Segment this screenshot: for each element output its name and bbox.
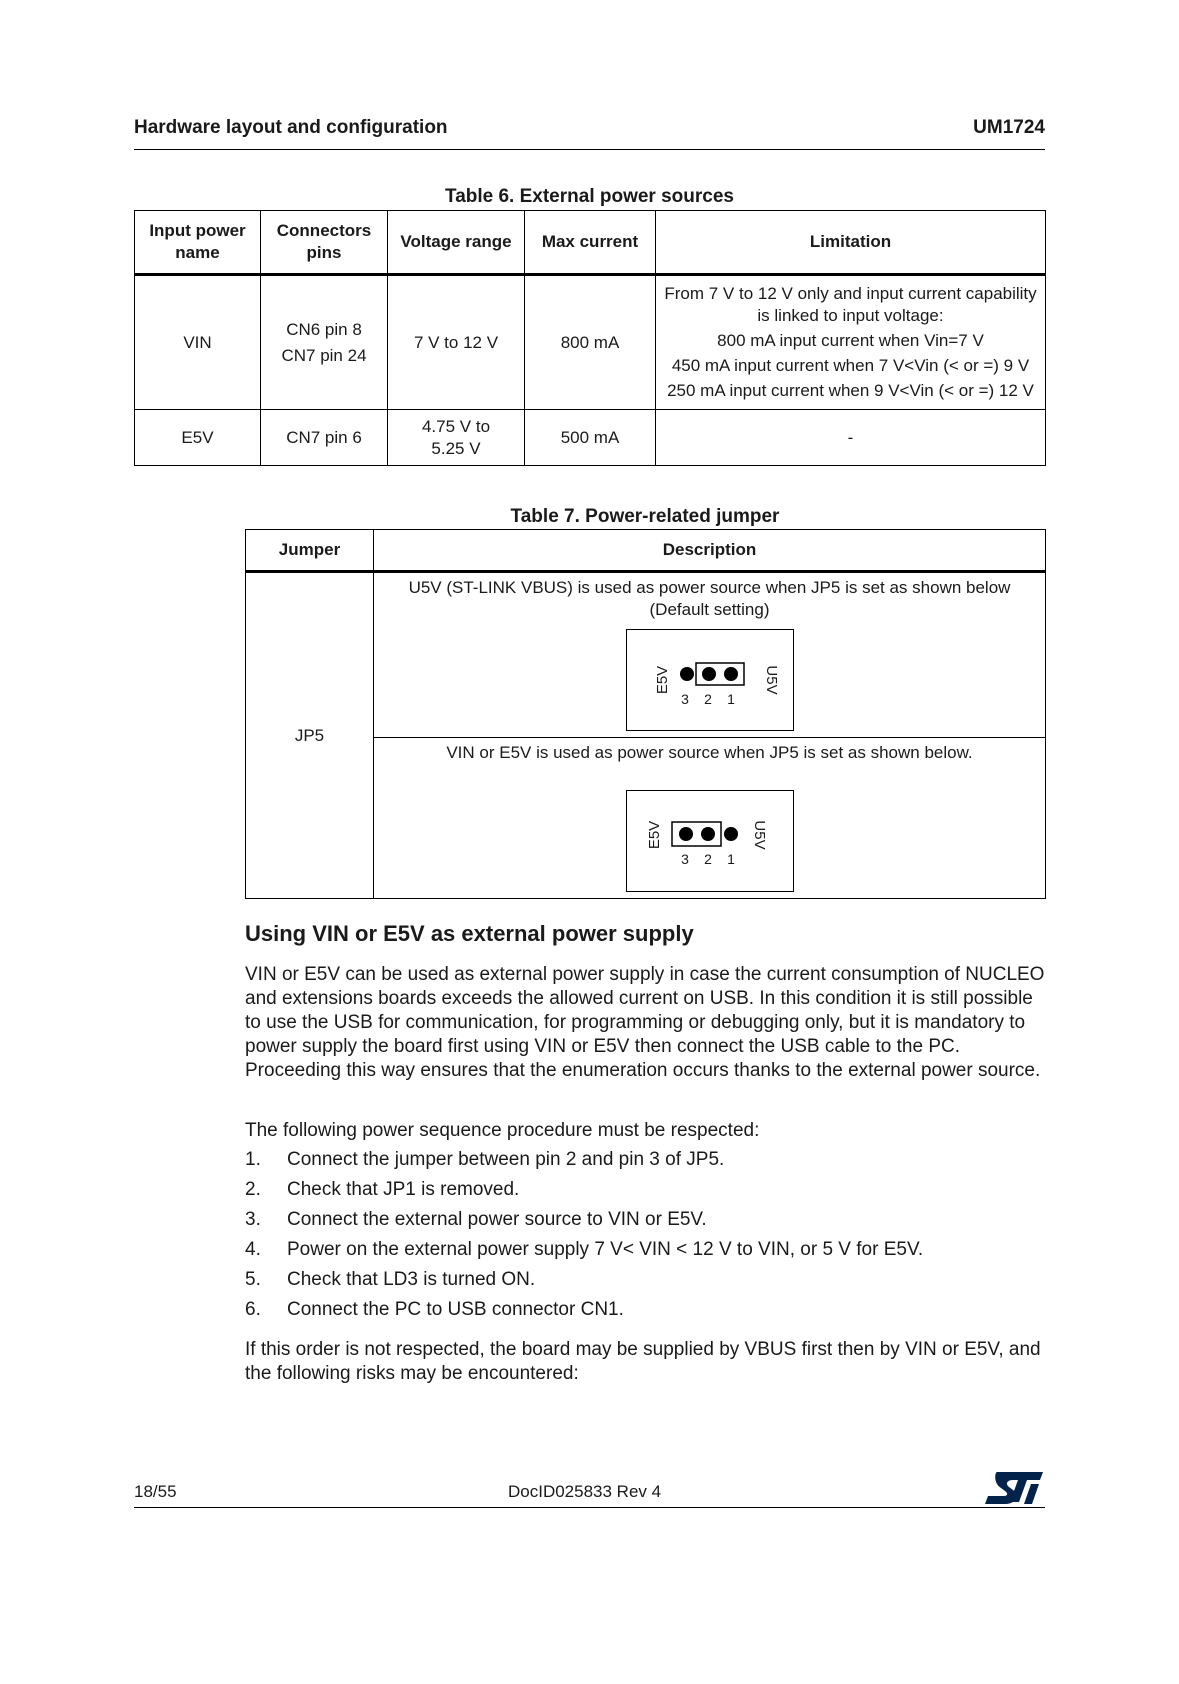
header-rule [134, 149, 1045, 150]
list-item [245, 1208, 1045, 1238]
intro-paragraph: VIN or E5V can be used as external power supply in case the current consumption of NUCLEO and extensions boards exceeds the allowed current on USB. In this condition it is still possible to use the USB for communication, for programming or debugging only, but it is mandatory to power supply the board first using VIN or E5V then connect the USB cable to the PC. Proceeding this way ensures that the enumeration occurs thanks to the external power source. [245, 964, 1045, 1081]
step-number: 2. [245, 1179, 261, 1200]
header-jumper: Jumper [246, 530, 374, 572]
header-input-power-name: Input power name [135, 211, 261, 275]
step-number: 3. [245, 1209, 261, 1230]
pin-1-label: 1 [726, 691, 735, 707]
e5v-label: E5V [645, 820, 663, 850]
cell-pins [261, 275, 388, 410]
table-row [135, 410, 1046, 466]
table-row [135, 275, 1046, 410]
cell-limitation [656, 275, 1046, 410]
u5v-label: U5V [750, 820, 768, 850]
sequence-intro: The following power sequence procedure must be respected: [245, 1120, 760, 1141]
step-number: 4. [245, 1239, 261, 1260]
list-item [245, 1148, 1045, 1178]
limitation-line: 250 mA input current when 9 V<Vin (< or =) 12 V [667, 381, 1034, 400]
external-power-sources-table [134, 210, 1046, 466]
step-text: Check that LD3 is turned ON. [287, 1269, 536, 1290]
limitation-line: 800 mA input current when Vin=7 V [717, 331, 984, 350]
cell-current: 800 mA [525, 275, 656, 410]
header-connectors-pins: Connectors pins [261, 211, 388, 275]
u5v-label: U5V [762, 665, 780, 695]
step-number: 1. [245, 1149, 261, 1170]
cell-description-external [374, 738, 1046, 899]
cell-name: E5V [135, 410, 261, 466]
cell-limitation: - [656, 410, 1046, 466]
table7-caption: Table 7. Power-related jumper [510, 506, 780, 527]
cell-voltage: 4.75 V to 5.25 V [388, 410, 525, 466]
limitation-line: 450 mA input current when 7 V<Vin (< or =) 9 V [671, 356, 1030, 375]
closing-paragraph: If this order is not respected, the board may be supplied by VBUS first then by VIN or E5V, and the following risks may be encountered: [245, 1339, 1041, 1384]
e5v-label: E5V [653, 665, 671, 695]
pin-3-label: 3 [680, 851, 689, 867]
table-row [246, 572, 1046, 738]
step-text: Connect the external power source to VIN or E5V. [287, 1209, 707, 1230]
list-item [245, 1298, 1045, 1328]
step-number: 6. [245, 1299, 261, 1320]
header-max-current: Max current [525, 211, 656, 275]
cell-pins: CN7 pin 6 [261, 410, 388, 466]
pin-3-label: 3 [680, 691, 689, 707]
pin-line: CN6 pin 8 [286, 319, 362, 339]
cell-name: VIN [135, 275, 261, 410]
description-text: VIN or E5V is used as power source when JP5 is set as shown below. [446, 743, 973, 762]
description-text: U5V (ST-LINK VBUS) is used as power source when JP5 is set as shown below (Default setting) [408, 578, 1011, 619]
pin-1-dot [724, 667, 738, 681]
pin-2-label: 2 [703, 691, 712, 707]
jumper-external-diagram [626, 790, 794, 892]
pin-1-label: 1 [726, 851, 735, 867]
pin-1-dot [724, 827, 738, 841]
jumper-default-diagram [626, 629, 794, 731]
header-voltage-range: Voltage range [388, 211, 525, 275]
step-text: Connect the jumper between pin 2 and pin 3 of JP5. [287, 1149, 725, 1170]
step-text: Connect the PC to USB connector CN1. [287, 1299, 624, 1320]
limitation-line: From 7 V to 12 V only and input current capability is linked to input voltage: [664, 284, 1037, 325]
list-item [245, 1268, 1045, 1298]
power-related-jumper-table [245, 529, 1046, 899]
step-text: Check that JP1 is removed. [287, 1179, 520, 1200]
list-item [245, 1238, 1045, 1268]
cell-current: 500 mA [525, 410, 656, 466]
header-doc-code: UM1724 [973, 117, 1045, 138]
header-limitation: Limitation [656, 211, 1046, 275]
cell-description-default [374, 572, 1046, 738]
step-number: 5. [245, 1269, 261, 1290]
header-description: Description [374, 530, 1046, 572]
cell-voltage: 7 V to 12 V [388, 275, 525, 410]
doc-id: DocID025833 Rev 4 [508, 1482, 662, 1501]
table6-caption: Table 6. External power sources [445, 186, 734, 207]
header-section-title: Hardware layout and configuration [134, 117, 448, 138]
pin-2-dot [702, 667, 716, 681]
cell-jumper: JP5 [246, 572, 374, 899]
section-heading: Using VIN or E5V as external power supply [245, 921, 694, 946]
pin-2-dot [701, 827, 715, 841]
footer-rule [134, 1507, 1045, 1508]
pin-line: CN7 pin 24 [281, 345, 367, 365]
pin-2-label: 2 [703, 851, 712, 867]
pin-3-dot [680, 667, 694, 681]
step-text: Power on the external power supply 7 V< VIN < 12 V to VIN, or 5 V for E5V. [287, 1239, 924, 1260]
pin-3-dot [679, 827, 693, 841]
power-sequence-list [245, 1148, 1045, 1328]
page-number: 18/55 [134, 1482, 177, 1501]
list-item [245, 1178, 1045, 1208]
